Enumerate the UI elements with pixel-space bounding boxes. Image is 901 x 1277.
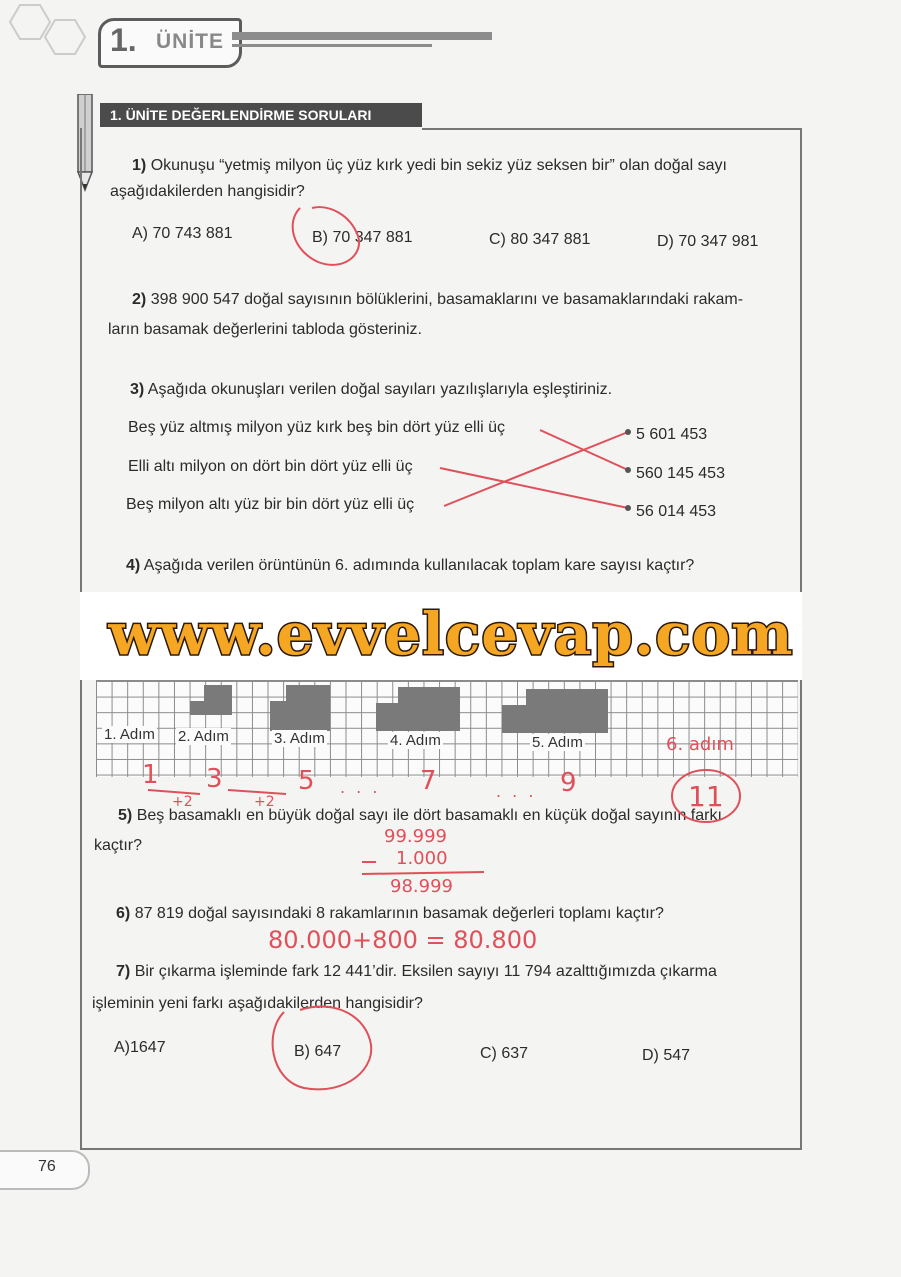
step-label-5: 5. Adım	[532, 734, 583, 751]
hw-seq-7: 7	[420, 766, 437, 796]
q3-left-item-3[interactable]: Beş milyon altı yüz bir bin dört yüz elli üç	[126, 496, 415, 513]
question-text: Okunuşu “yetmiş milyon üç yüz kırk yedi bin sekiz yüz seksen bir” olan doğal sayı	[150, 157, 727, 174]
q3-left-item-1[interactable]: Beş yüz altmış milyon yüz kırk beş bin dört yüz elli üç	[128, 419, 506, 436]
unit-number: 1.	[110, 22, 137, 58]
question-2-line2: ların basamak değerlerini tabloda gösteriniz.	[108, 321, 422, 338]
q3-right-item-2[interactable]: 560 145 453	[636, 465, 725, 482]
hw-q5-result: 98.999	[390, 876, 453, 897]
q7-option-d[interactable]: D) 547	[642, 1047, 691, 1064]
q1-option-d[interactable]: D) 70 347 981	[657, 233, 759, 250]
hw-seq-1: 1	[142, 760, 159, 790]
match-line-2	[440, 468, 628, 508]
question-text: 398 900 547 doğal sayısının bölüklerini, basamaklarını ve basamaklarındaki rakam-	[150, 291, 744, 308]
step-label-2: 2. Adım	[178, 728, 229, 745]
q3-left-item-2[interactable]: Elli altı milyon on dört bin dört yüz elli üç	[128, 458, 413, 475]
question-number: 6)	[116, 905, 131, 922]
q3-right-item-3[interactable]: 56 014 453	[636, 503, 717, 520]
hw-seq-9: 9	[560, 768, 577, 798]
page-number: 76	[38, 1158, 56, 1175]
subtraction-bar	[362, 872, 484, 874]
question-number: 1)	[132, 157, 147, 174]
q3-right-item-1[interactable]: 5 601 453	[636, 426, 708, 443]
q1-option-b[interactable]: B) 70 347 881	[312, 229, 413, 246]
hw-step-1: +2	[172, 794, 193, 810]
answer-circle-q7	[273, 1007, 372, 1090]
question-number: 2)	[132, 291, 147, 308]
hw-step-2: +2	[254, 794, 275, 810]
question-number: 4)	[126, 557, 141, 574]
answer-circle-q1	[293, 207, 359, 265]
q1-option-a[interactable]: A) 70 743 881	[132, 225, 233, 242]
question-5-line2: kaçtır?	[94, 837, 143, 854]
hw-q5-subtrahend: 1.000	[396, 848, 448, 869]
question-1-line2: aşağıdakilerden hangisidir?	[110, 183, 305, 200]
match-dot	[625, 505, 631, 511]
watermark-text: www.evvelcevap.com	[108, 600, 794, 668]
match-line-3	[444, 432, 628, 506]
question-text: Bir çıkarma işleminde fark 12 441’dir. Eksilen sayıyı 11 794 azalttığımızda çıkarma	[134, 963, 717, 980]
hw-seq-5: 5	[298, 766, 315, 796]
hw-seq-3: 3	[206, 764, 223, 794]
match-dot	[625, 429, 631, 435]
hw-q5-minuend: 99.999	[384, 826, 447, 847]
q7-option-a[interactable]: A)1647	[114, 1039, 166, 1056]
step-label-3: 3. Adım	[274, 730, 325, 747]
q1-option-c[interactable]: C) 80 347 881	[489, 231, 591, 248]
hw-step6-label: 6. adım	[666, 734, 734, 755]
question-number: 7)	[116, 963, 131, 980]
hw-dots-2: . . .	[496, 782, 537, 801]
hw-dots-1: . . .	[340, 778, 381, 797]
question-number: 3)	[130, 381, 145, 398]
hw-answer-11: 11	[688, 780, 724, 813]
step-label-1: 1. Adım	[104, 726, 155, 743]
unit-word: ÜNİTE	[156, 30, 224, 53]
q7-option-b[interactable]: B) 647	[294, 1043, 342, 1060]
question-text: 87 819 doğal sayısındaki 8 rakamlarının basamak değerleri toplamı kaçtır?	[134, 905, 664, 922]
match-dot	[625, 467, 631, 473]
hw-q6-work: 80.000+800 = 80.800	[268, 926, 538, 954]
section-title: 1. ÜNİTE DEĞERLENDİRME SORULARI	[100, 103, 422, 127]
question-7-line2: işleminin yeni farkı aşağıdakilerden hangisidir?	[92, 995, 423, 1012]
q7-option-c[interactable]: C) 637	[480, 1045, 529, 1062]
question-text: Aşağıda okunuşları verilen doğal sayıları yazılışlarıyla eşleştiriniz.	[147, 381, 613, 398]
step-label-4: 4. Adım	[390, 732, 441, 749]
question-number: 5)	[118, 807, 133, 824]
question-text: Aşağıda verilen örüntünün 6. adımında kullanılacak toplam kare sayısı kaçtır?	[143, 557, 695, 574]
question-text: Beş basamaklı en büyük doğal sayı ile dört basamaklı en küçük doğal sayının farkı	[136, 807, 722, 824]
